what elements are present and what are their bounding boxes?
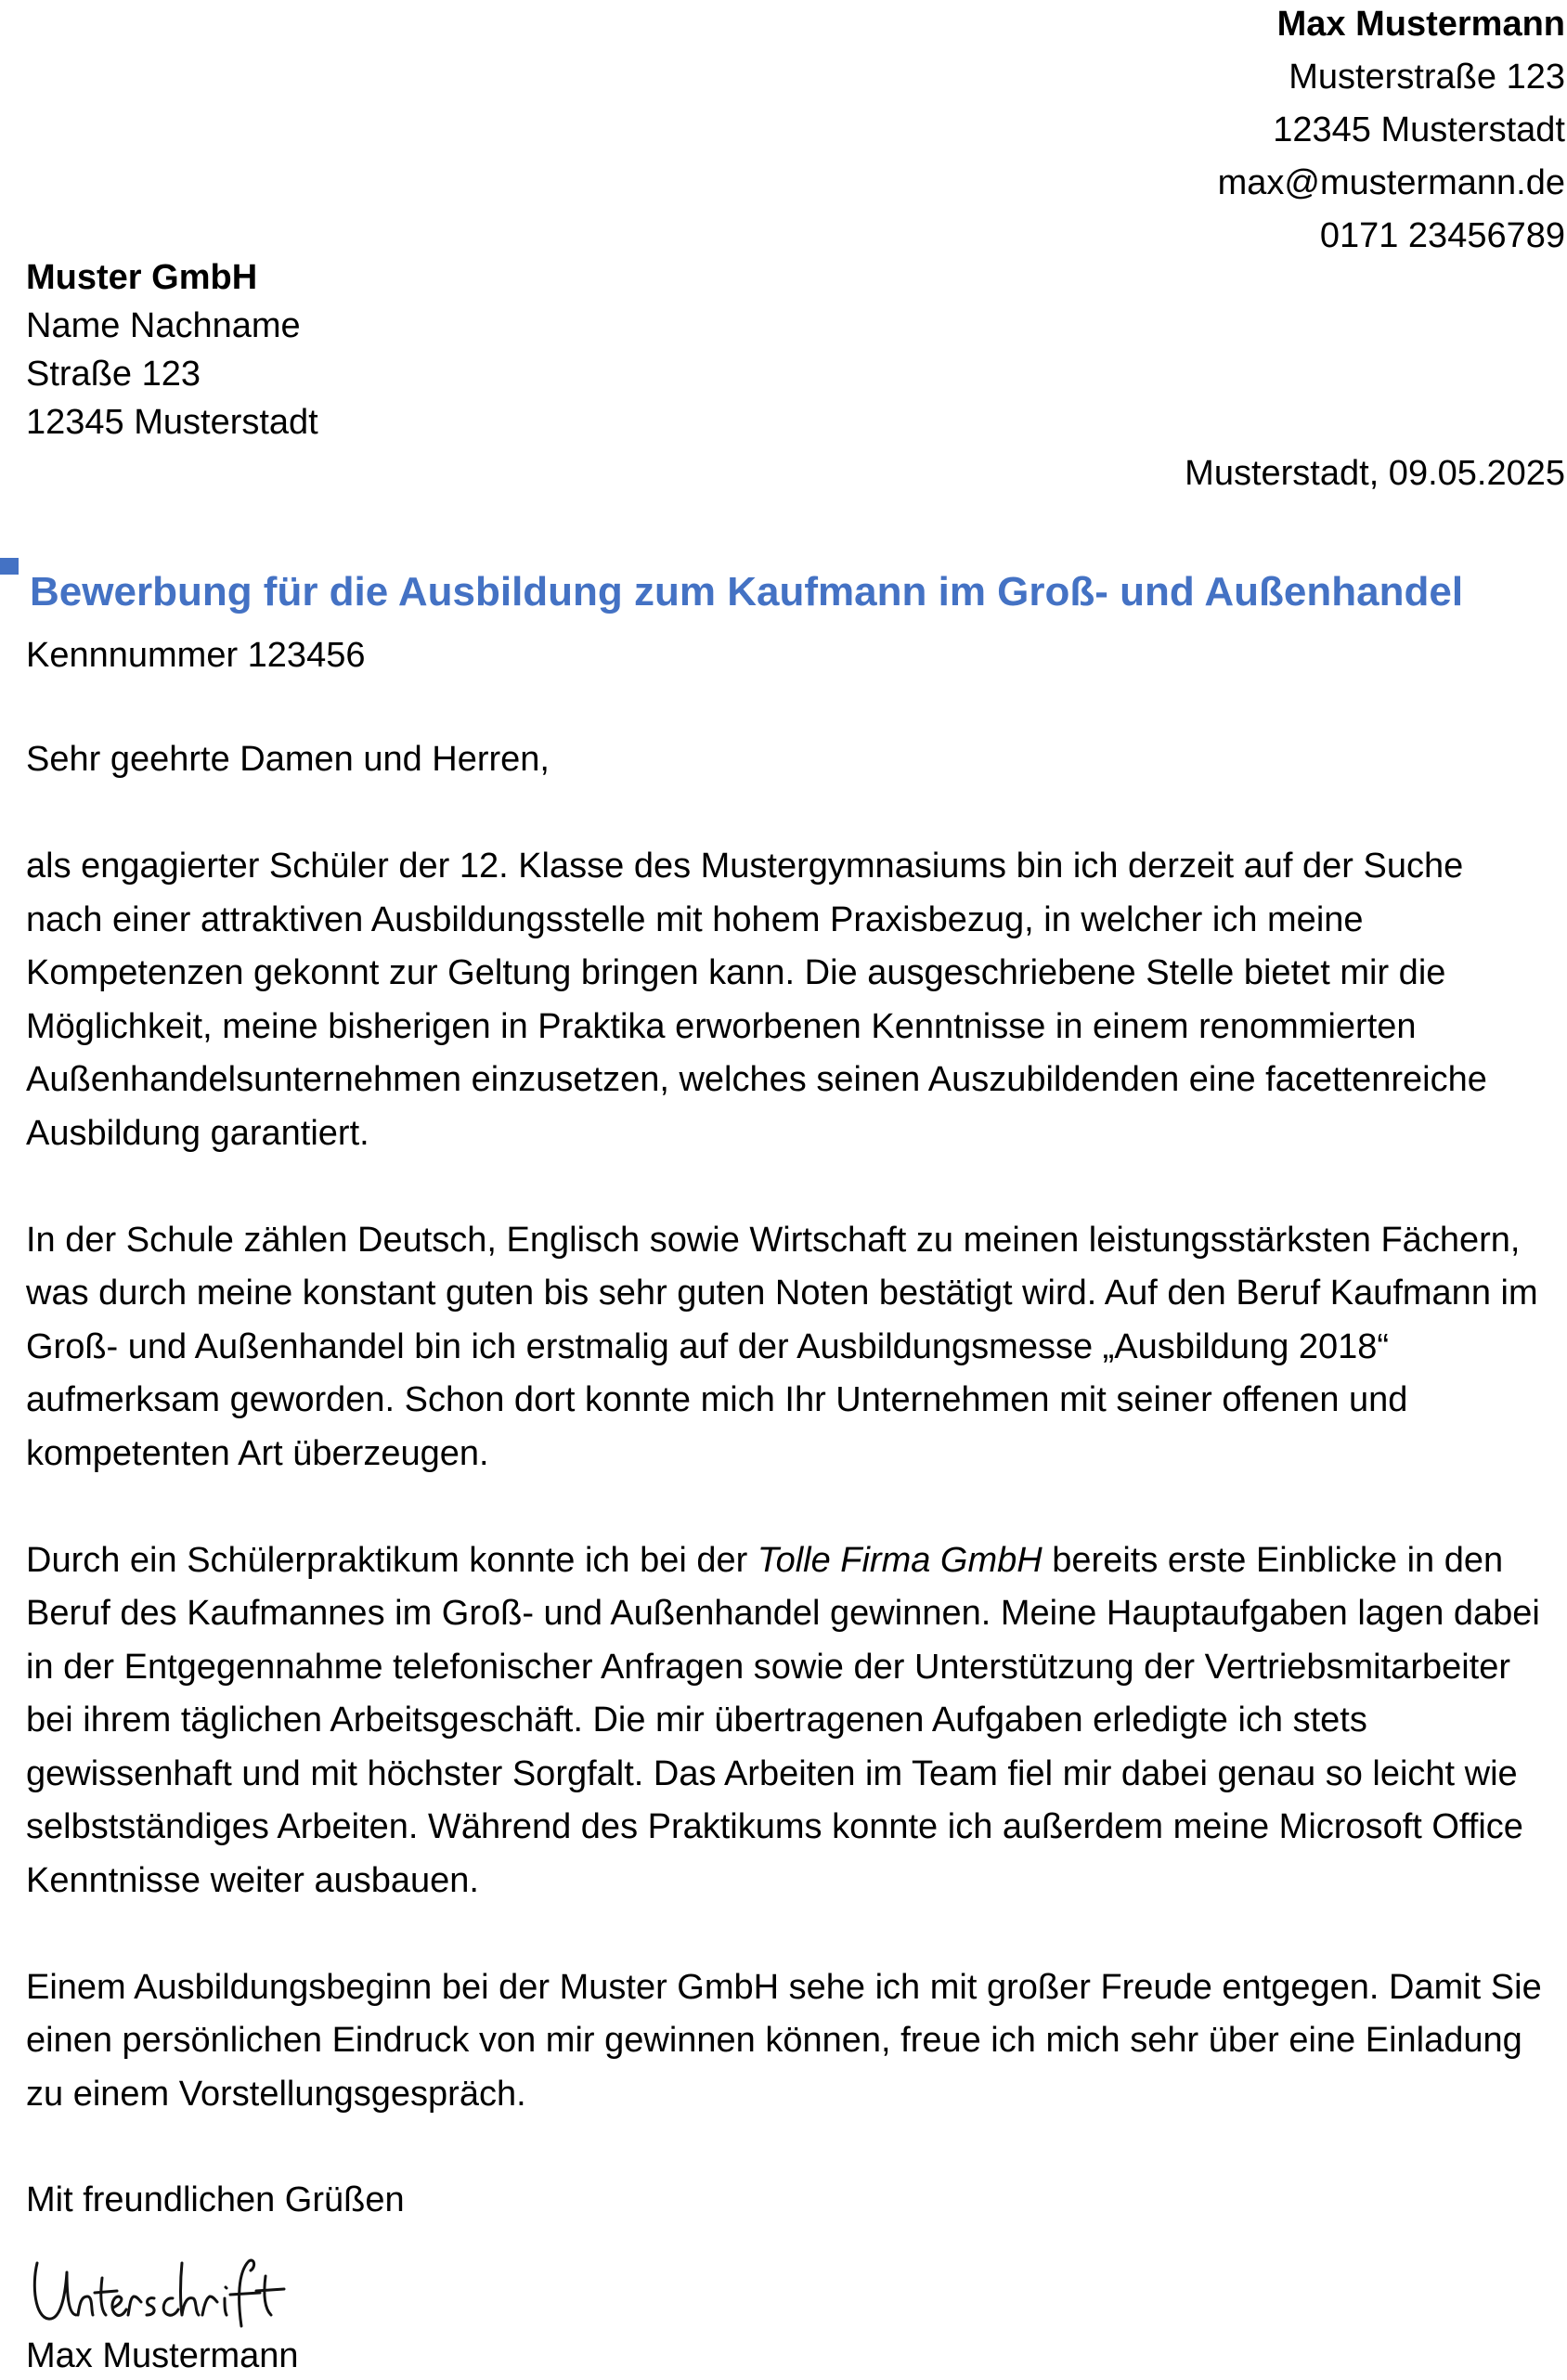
handwritten-signature: [28, 2244, 325, 2330]
paragraph-1: als engagierter Schüler der 12. Klasse des Mustergymnasiums bin ich derzeit auf der Suche nach einer attraktiven Ausbildungsstelle mit hohem Praxisbezug, in welcher ich meine Kompetenzen gekonnt zur Geltung bringen kann. Die ausgeschriebene Stelle bietet mir die Möglichkeit, meine bisherigen in Praktika erworbenen Kenntnisse in einem renommierten Außenhandelsunternehmen einzusetzen, welches seinen Auszubildenden eine facettenreiche Ausbildung garantiert.: [26, 847, 1487, 1153]
subject-heading: Bewerbung für die Ausbildung zum Kaufmann im Groß- und Außenhandel: [30, 569, 1464, 614]
letter-body: [26, 733, 1548, 2175]
recipient-city: 12345 Musterstadt: [26, 403, 318, 442]
sender-phone: 0171 23456789: [1319, 216, 1565, 255]
signer-name: Max Mustermann: [26, 2336, 299, 2375]
salutation: Sehr geehrte Damen und Herren,: [26, 740, 550, 779]
sender-name: Max Mustermann: [1276, 5, 1565, 44]
sender-email: max@mustermann.de: [1217, 163, 1565, 202]
sender-address-block: [1218, 0, 1565, 263]
recipient-street: Straße 123: [26, 355, 201, 394]
recipient-company: Muster GmbH: [26, 258, 258, 297]
paragraph-3-intro: Durch ein Schülerpraktikum konnte ich bei der: [26, 1540, 758, 1580]
paragraph-2: In der Schule zählen Deutsch, Englisch sowie Wirtschaft zu meinen leistungsstärksten Fächern, was durch meine konstant guten bis sehr guten Noten bestätigt wird. Auf den Beruf Kaufmann im Groß- und Außenhandel bin ich erstmalig auf der Ausbildungsmesse „Ausbildung 2018“ aufmerksam geworden. Schon dort konnte mich Ihr Unternehmen mit seiner offenen und kompetenten Art überzeugen.: [26, 1220, 1538, 1473]
reference-number: Kennnummer 123456: [26, 636, 366, 675]
sender-street: Musterstraße 123: [1289, 58, 1565, 97]
place-and-date: Musterstadt, 09.05.2025: [1185, 454, 1565, 493]
heading-marker: [0, 558, 19, 575]
recipient-contact: Name Nachname: [26, 306, 301, 345]
paragraph-4: Einem Ausbildungsbeginn bei der Muster GmbH sehe ich mit großer Freude entgegen. Damit Sie einen persönlichen Eindruck von mir gewinnen können, freue ich mich sehr über eine Einladung zu einem Vorstellungsgespräch.: [26, 1967, 1542, 2114]
sender-city: 12345 Musterstadt: [1273, 110, 1565, 149]
closing-phrase: Mit freundlichen Grüßen: [26, 2180, 405, 2219]
paragraph-3-rest: bereits erste Einblicke in den Beruf des Kaufmannes im Groß- und Außenhandel gewinnen. Meine Hauptaufgaben lagen dabei in der Entgegennahme telefonischer Anfragen sowie der Unterstützung der Vertriebsmitarbeiter bei ihrem täglichen Arbeitsgeschäft. Die mir übertragenen Aufgaben erledigte ich stets gewissenhaft und mit höchster Sorgfalt. Das Arbeiten im Team fiel mir dabei genau so leicht wie selbstständiges Arbeiten. Während des Praktikums konnte ich außerdem meine Microsoft Office Kenntnisse weiter ausbauen.: [26, 1540, 1540, 1900]
paragraph-3: [26, 1534, 1548, 1908]
recipient-address-block: [26, 253, 318, 446]
internship-company: Tolle Firma GmbH: [757, 1540, 1043, 1580]
